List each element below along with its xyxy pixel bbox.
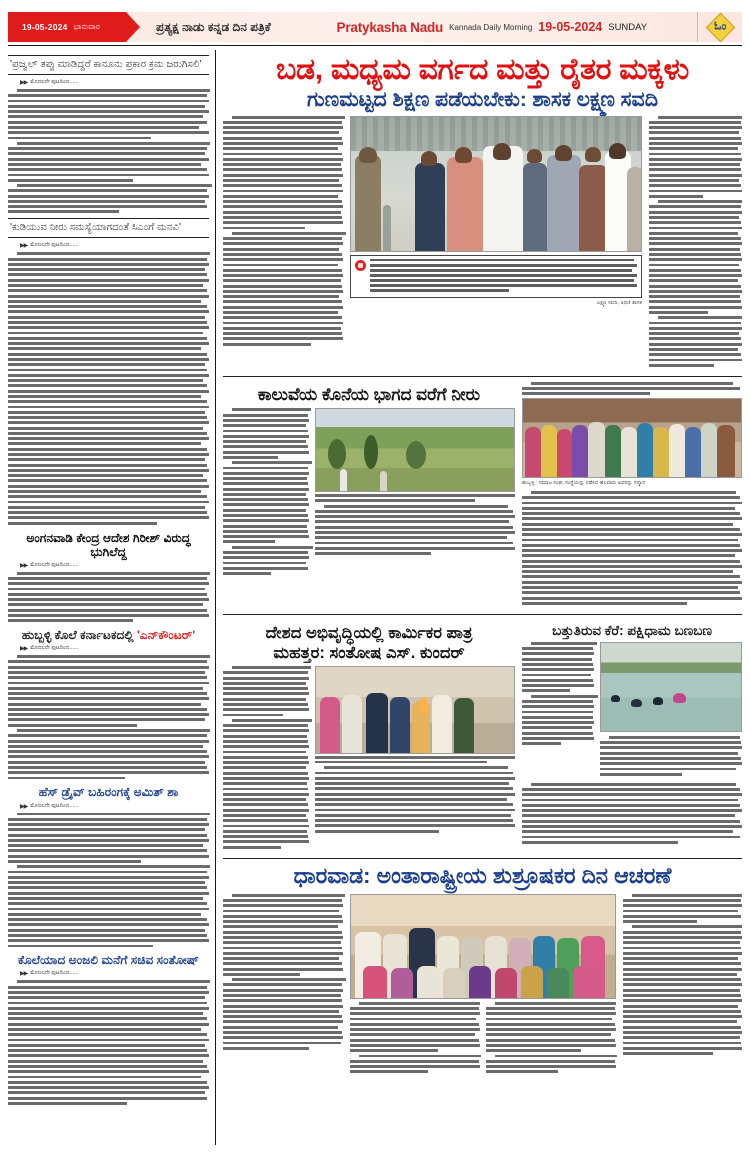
masthead-day-english: SUNDAY: [608, 21, 648, 33]
masthead-rule: [8, 45, 742, 46]
drying-lake-birds-photo: [600, 642, 742, 732]
lead-story-columns: [223, 116, 742, 371]
lead-text-column-right: [649, 116, 742, 371]
lead-photo-credit: ಲಕ್ಷ್ಮಣ ಸವದಿ, ಅಥಣಿ ಶಾಸಕ: [596, 300, 642, 307]
masthead-subtitle: Kannada Daily Morning: [449, 22, 533, 32]
lake-story: [522, 620, 742, 853]
lead-headline-line1: ಬಡ, ಮಧ್ಯಮ ವರ್ಗದ ಮತ್ತು ರೈತರ ಮಕ್ಕಳು: [275, 53, 689, 86]
divider-after-lead: [223, 376, 742, 377]
left-headline-6: ಕೊಲೆಯಾದ ಅಂಜಲಿ ಮನೆಗೆ ಸಚಿವ ಸಂತೋಷ್: [17, 953, 200, 968]
left-byline-5-text: ಮೊದಲನೇ ಪುಟದಿಂದ......: [30, 802, 79, 809]
left-byline-4: [20, 645, 209, 652]
om-icon: [705, 12, 735, 42]
nurses-row: [223, 894, 742, 1078]
arrow-icon: ▶▶: [20, 971, 28, 978]
mid-row: [223, 382, 742, 609]
masthead-date-english: 19-05-2024: [538, 20, 603, 34]
arrow-icon: ▶▶: [20, 646, 28, 653]
labour-row: [223, 620, 742, 853]
nurses-day-group-photo: [350, 894, 616, 999]
left-headline-4-red: 'ಎನ್‌ಕೌಂಟರ್': [136, 628, 196, 643]
left-byline-2: [20, 242, 209, 249]
page-body: [8, 50, 742, 1145]
group-felicitation-photo: [522, 398, 742, 478]
labour-headline-line1: ದೇಶದ ಅಭಿವೃದ್ಧಿಯಲ್ಲಿ ಕಾರ್ಮಿಕರ ಪಾತ್ರ: [265, 623, 473, 642]
canal-field-photo: [315, 408, 515, 492]
lead-caption-text: [370, 259, 637, 295]
left-headline-5: ಹೆಸ್ ಡ್ರೈವ್ ಬಹಿರಂಗಕ್ಕೆ ಅಮಿತ್ ಶಾ: [38, 785, 179, 800]
arrow-icon: ▶▶: [20, 243, 28, 250]
masthead-center-block: [287, 12, 697, 42]
om-glyph: ಓಂ: [713, 20, 727, 33]
left-byline-6: [20, 970, 209, 977]
left-body-1: [8, 89, 209, 213]
masthead-title-kannada: ಪ್ರತ್ಯಕ್ಷ ನಾಡು ಕನ್ನಡ ದಿನ ಪತ್ರಿಕೆ: [156, 19, 271, 34]
left-body-5: [8, 813, 209, 948]
masthead: [8, 12, 742, 42]
canal-headline: ಕಾಲುವೆಯ ಕೊನೆಯ ಭಾಗದ ವರೆಗೆ ನೀರು: [257, 384, 481, 404]
left-headline-2: 'ಕುಡಿಯುವ ನೀರು ಸಮಸ್ಯೆಯಾಗದಂತೆ ಸಿಎಂಗೆ ಮನವಿ': [10, 222, 181, 234]
felicitation-caption: ಹುಬ್ಬಳ್ಳಿ : ಸಮಾಜ ಸಂಘ, ಸಂಸ್ಥೆಯನ್ನು ನಡೆಸಿದ ಹಲವಾರು ಅವರನ್ನು ಸನ್ಮಾನ: [522, 480, 645, 487]
officials-inspection-photo: [350, 116, 642, 252]
left-byline-1: [20, 79, 209, 86]
nurses-text-left: [223, 894, 343, 1078]
canal-photo-caption: [315, 494, 515, 501]
left-headline-4-dark: ಹುಬ್ಬಳ್ಳಿ ಕೊಲೆ ಕರ್ನಾಟಕದಲ್ಲಿ: [21, 628, 134, 643]
arrow-icon: ▶▶: [20, 562, 28, 569]
left-byline-5: [20, 803, 209, 810]
canal-story: [223, 382, 515, 609]
lead-text-column: [223, 116, 343, 371]
left-byline-3-text: ಮೊದಲನೇ ಪುಟದಿಂದ......: [30, 561, 79, 568]
main-column: [216, 50, 742, 1145]
masthead-date-flag: [8, 12, 126, 42]
lamp-photo-caption: [315, 756, 515, 763]
masthead-title-english: Pratykasha Nadu: [336, 19, 444, 35]
masthead-flag-date: 19-05-2024: [22, 22, 68, 32]
left-byline-1-text: ಮೊದಲನೇ ಪುಟದಿಂದ......: [30, 79, 79, 85]
labour-story: [223, 620, 515, 853]
arrow-icon: ▶▶: [20, 80, 28, 86]
left-byline-4-text: ಮೊದಲನೇ ಪುಟದಿಂದ......: [30, 645, 79, 652]
divider-before-nurses: [223, 858, 742, 859]
left-body-3: [8, 572, 209, 622]
felicitation-story: [522, 382, 742, 609]
masthead-logo: [697, 12, 742, 42]
left-headline-4: [8, 628, 209, 642]
newspaper-page: [0, 12, 750, 1160]
left-byline-6-text: ಮೊದಲನೇ ಪುಟದಿಂದ......: [30, 970, 79, 977]
inauguration-lamp-photo: [315, 666, 515, 754]
left-headline-1: 'ಪ್ರಜ್ವಲ್ ತಪ್ಪು ಮಾಡಿದ್ದರೆ ಕಾನೂನು ಪ್ರಕಾರ ಕ್ರಮ ಜರುಗಿಸಲಿ': [10, 59, 202, 70]
lead-photo-caption-box: [350, 255, 642, 299]
left-headline-1-box: [8, 55, 209, 75]
left-headline-2-box: [8, 218, 209, 238]
left-byline-2-text: ಮೊದಲನೇ ಪುಟದಿಂದ......: [30, 242, 79, 249]
masthead-flag-day-kn: ಭಾನುವಾರ: [73, 22, 101, 31]
nurses-text-right: [623, 894, 742, 1078]
labour-headline-line2: ಮಹತ್ತರ: ಸಂತೋಷ ಎಸ್. ಕುಂದರ್: [273, 643, 465, 662]
lake-headline: ಬತ್ತುತಿರುವ ಕೆರೆ: ಪಕ್ಷಿಧಾಮ ಬಣಬಣ: [552, 622, 712, 638]
nurses-headline: ಧಾರವಾಡ: ಅಂತಾರಾಷ್ಟ್ರೀಯ ಶುಶ್ರೂಷಕರ ದಿನ ಆಚರಣೆ: [293, 862, 672, 888]
left-body-6: [8, 980, 209, 1104]
nurses-photo-block: [350, 894, 616, 1078]
left-byline-3: [20, 562, 209, 569]
left-body-4: [8, 655, 209, 779]
left-headline-3: ಅಂಗನವಾಡಿ ಕೇಂದ್ರ ಆದೇಶ ಗಿರೀಶ್ ವಿರುದ್ಧ ಭುಗಿಲೆದ್ದ: [26, 530, 191, 559]
left-body-2: [8, 252, 209, 524]
lead-photo-block: [350, 116, 642, 371]
divider-after-mid: [223, 614, 742, 615]
bullet-icon: [355, 260, 366, 271]
arrow-icon: ▶▶: [20, 803, 28, 810]
lead-headline-line2: ಗುಣಮಟ್ಟದ ಶಿಕ್ಷಣ ಪಡೆಯಬೇಕು: ಶಾಸಕ ಲಕ್ಷ್ಮಣ ಸವದಿ: [307, 87, 658, 111]
left-column: [8, 50, 216, 1145]
